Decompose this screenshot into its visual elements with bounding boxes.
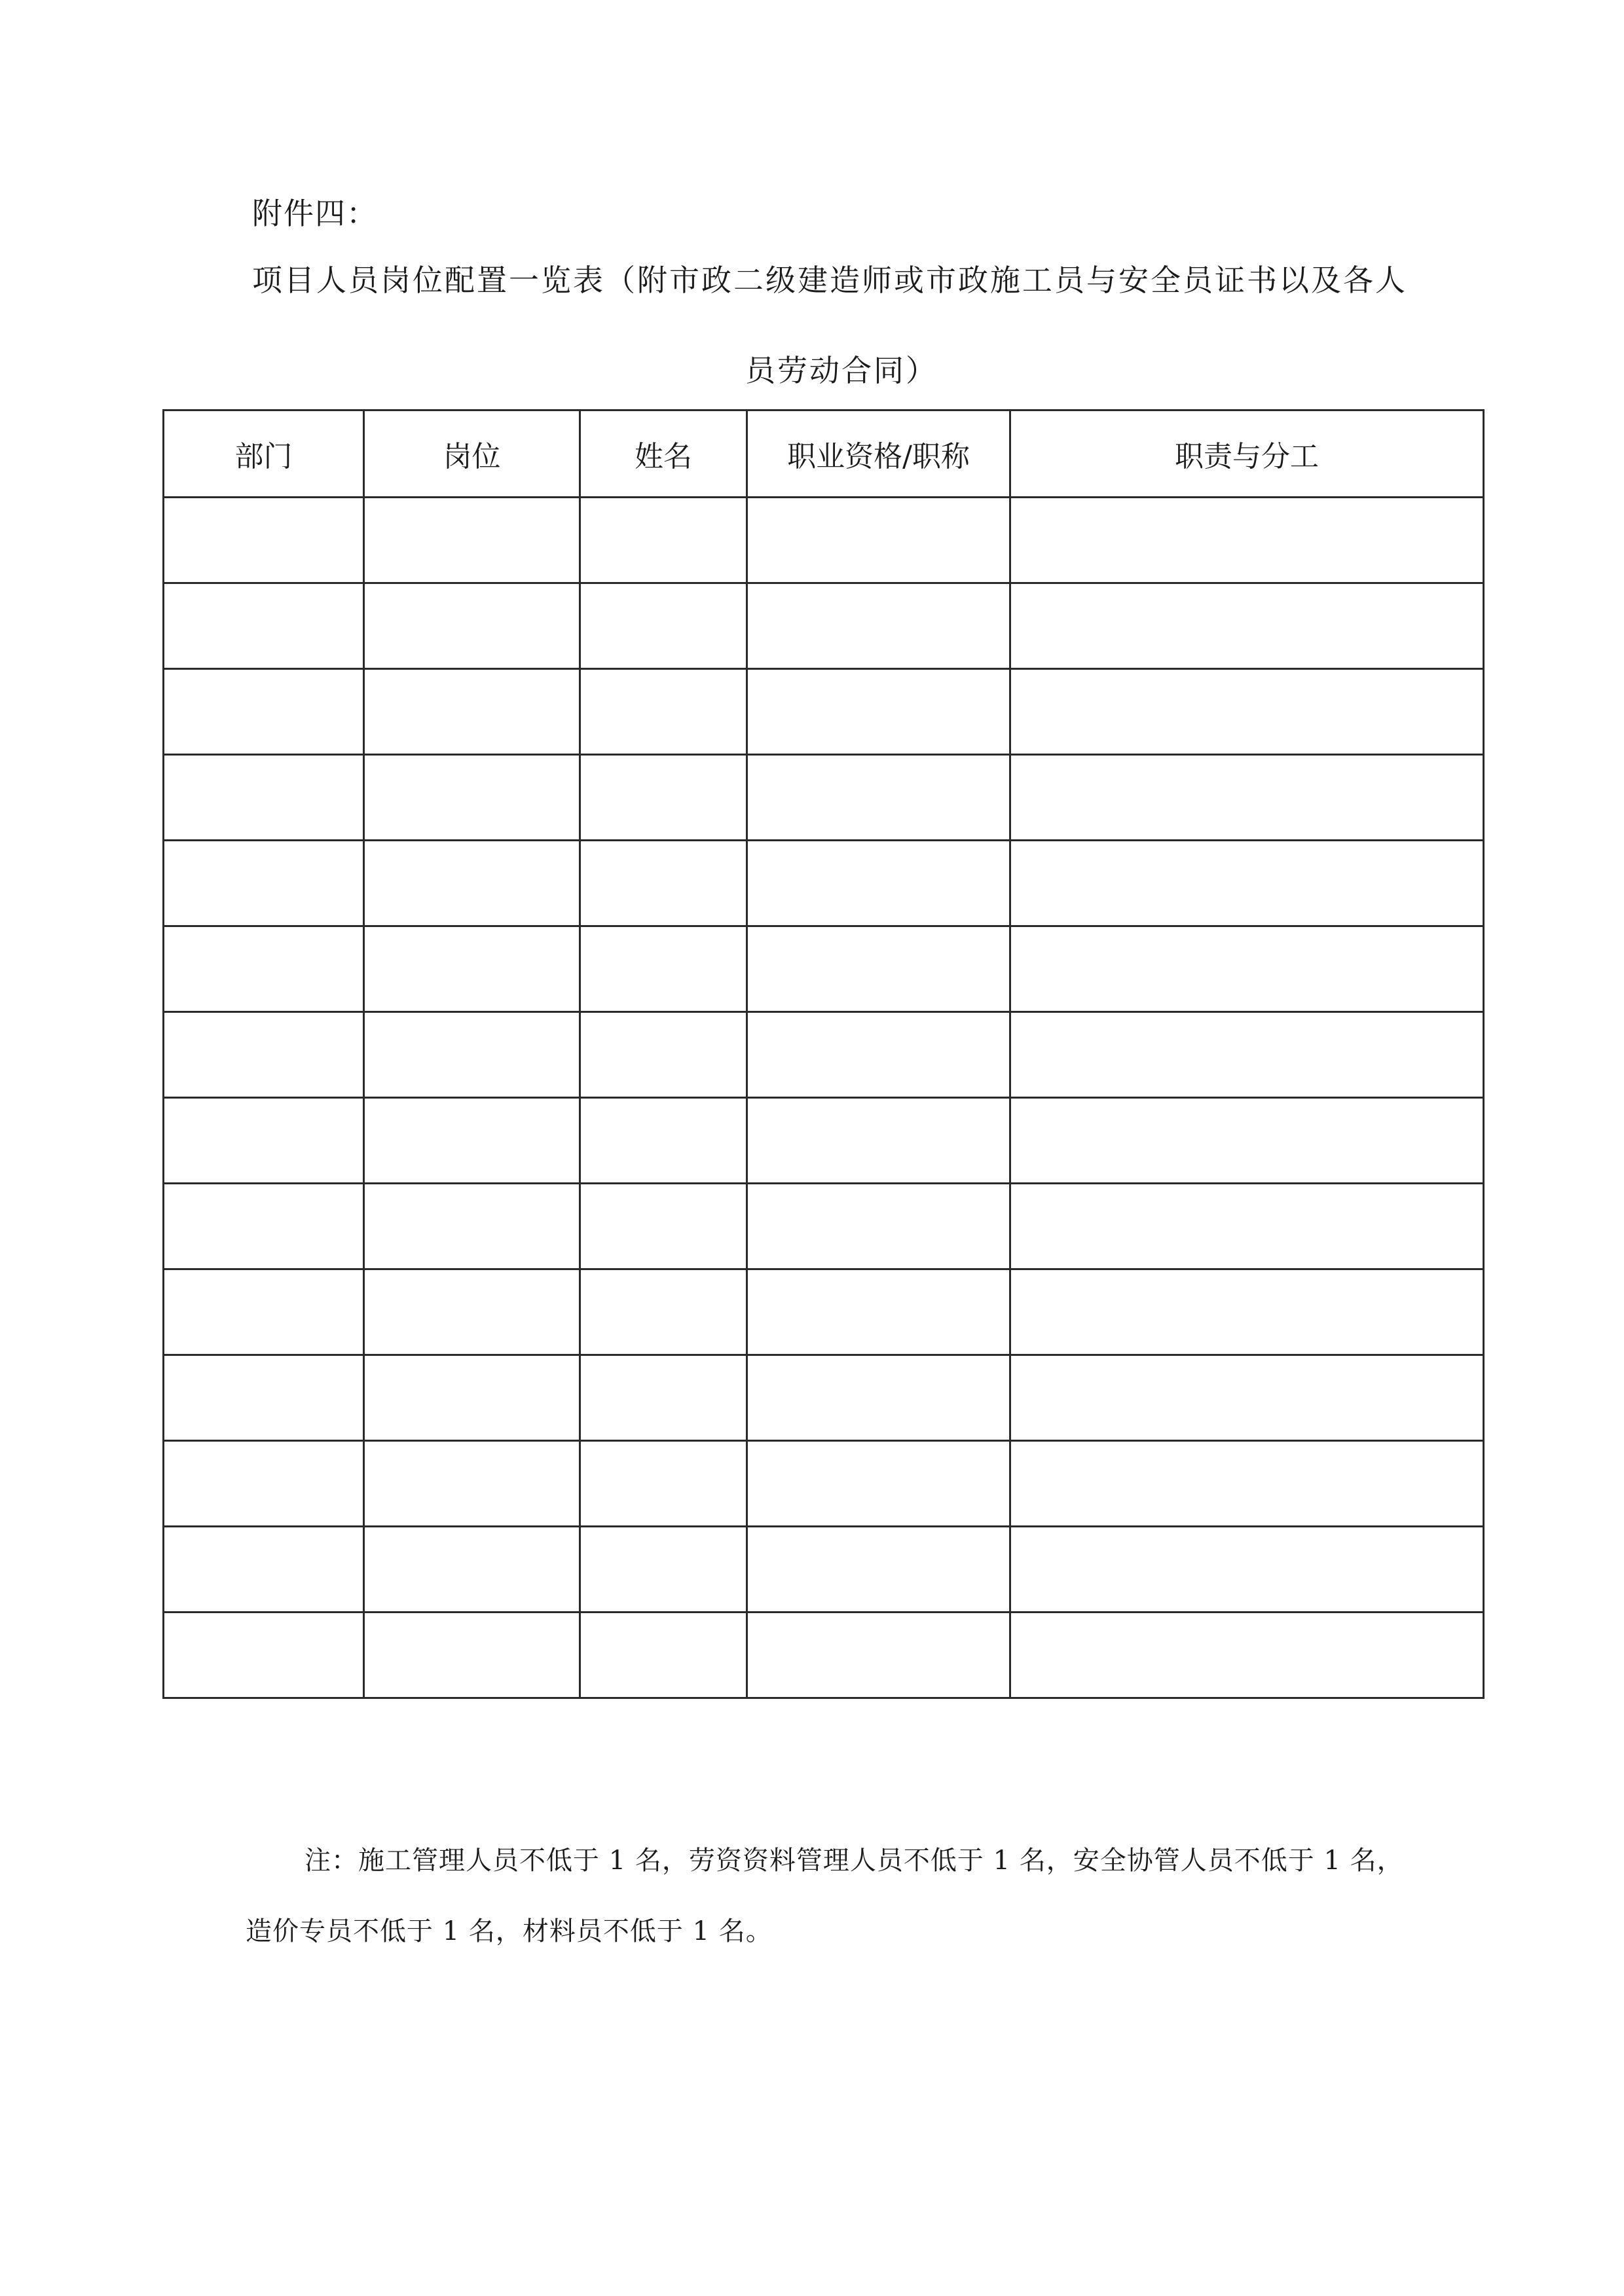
table-cell	[580, 669, 747, 755]
table-cell	[364, 1527, 580, 1613]
table-cell	[164, 669, 364, 755]
table-cell	[580, 1355, 747, 1441]
table-cell	[1010, 926, 1484, 1012]
table-cell	[364, 669, 580, 755]
table-cell	[580, 1012, 747, 1098]
note-text-continuation: 造价专员不低于 1 名，材料员不低于 1 名。	[246, 1916, 773, 1946]
table-body	[164, 498, 1484, 1698]
table-cell	[747, 1441, 1010, 1527]
table-cell	[1010, 1269, 1484, 1355]
table-cell	[1010, 1441, 1484, 1527]
header-qualification: 职业资格/职称	[747, 410, 1010, 498]
table-row	[164, 1012, 1484, 1098]
table-cell	[164, 498, 364, 583]
table-cell	[580, 1441, 747, 1527]
table-row	[164, 1098, 1484, 1184]
table-cell	[364, 583, 580, 669]
table-cell	[1010, 841, 1484, 926]
table-cell	[1010, 1613, 1484, 1698]
table-cell	[580, 1184, 747, 1269]
table-cell	[1010, 498, 1484, 583]
page-title-continuation: 员劳动合同）	[745, 353, 938, 388]
table-cell	[364, 1269, 580, 1355]
table-cell	[747, 1098, 1010, 1184]
table-cell	[747, 669, 1010, 755]
table-cell	[1010, 1098, 1484, 1184]
table-cell	[1010, 1184, 1484, 1269]
table-row	[164, 1527, 1484, 1613]
table-cell	[747, 498, 1010, 583]
table-cell	[747, 1184, 1010, 1269]
table-cell	[164, 1184, 364, 1269]
table-row	[164, 841, 1484, 926]
note-text: 注：施工管理人员不低于 1 名，劳资资料管理人员不低于 1 名，安全协管人员不低于 1 名，	[304, 1846, 1404, 1876]
table-cell	[580, 498, 747, 583]
table-cell	[580, 755, 747, 841]
header-duties: 职责与分工	[1010, 410, 1484, 498]
table-cell	[1010, 669, 1484, 755]
table-cell	[364, 926, 580, 1012]
table-cell	[364, 755, 580, 841]
header-position: 岗位	[364, 410, 580, 498]
table-row	[164, 1184, 1484, 1269]
table-cell	[580, 841, 747, 926]
table-cell	[164, 755, 364, 841]
table-cell	[164, 1527, 364, 1613]
table-row	[164, 1355, 1484, 1441]
table-cell	[747, 583, 1010, 669]
table-cell	[1010, 583, 1484, 669]
table-cell	[747, 755, 1010, 841]
table-cell	[580, 1098, 747, 1184]
table-cell	[747, 841, 1010, 926]
table-row	[164, 669, 1484, 755]
table-cell	[164, 841, 364, 926]
table-cell	[364, 1613, 580, 1698]
table-cell	[1010, 1527, 1484, 1613]
table-cell	[747, 1613, 1010, 1698]
table-cell	[364, 1355, 580, 1441]
table-cell	[747, 1269, 1010, 1355]
table-row	[164, 926, 1484, 1012]
table-cell	[580, 1527, 747, 1613]
table-cell	[580, 583, 747, 669]
table-row	[164, 1441, 1484, 1527]
table-row	[164, 1269, 1484, 1355]
table-cell	[580, 1269, 747, 1355]
table-cell	[747, 1355, 1010, 1441]
table-row	[164, 755, 1484, 841]
attachment-label: 附件四：	[252, 196, 378, 231]
table-cell	[747, 1012, 1010, 1098]
table-cell	[164, 1098, 364, 1184]
table-row	[164, 498, 1484, 583]
table-cell	[1010, 755, 1484, 841]
table-cell	[364, 1098, 580, 1184]
table-cell	[580, 1613, 747, 1698]
table-cell	[164, 583, 364, 669]
table-row	[164, 1613, 1484, 1698]
header-name: 姓名	[580, 410, 747, 498]
table-cell	[164, 926, 364, 1012]
table-cell	[164, 1355, 364, 1441]
staff-allocation-table	[162, 409, 1485, 1699]
page-title: 项目人员岗位配置一览表（附市政二级建造师或市政施工员与安全员证书以及各人	[252, 263, 1407, 298]
table-row	[164, 583, 1484, 669]
table-cell	[364, 1012, 580, 1098]
header-department: 部门	[164, 410, 364, 498]
table-cell	[747, 926, 1010, 1012]
table-header-row	[164, 410, 1484, 498]
table-cell	[1010, 1012, 1484, 1098]
table-cell	[364, 1184, 580, 1269]
table-cell	[580, 926, 747, 1012]
table-cell	[364, 841, 580, 926]
table-cell	[747, 1527, 1010, 1613]
table-cell	[364, 1441, 580, 1527]
table-cell	[1010, 1355, 1484, 1441]
table-cell	[364, 498, 580, 583]
table-cell	[164, 1012, 364, 1098]
table-cell	[164, 1613, 364, 1698]
table-cell	[164, 1269, 364, 1355]
table-cell	[164, 1441, 364, 1527]
